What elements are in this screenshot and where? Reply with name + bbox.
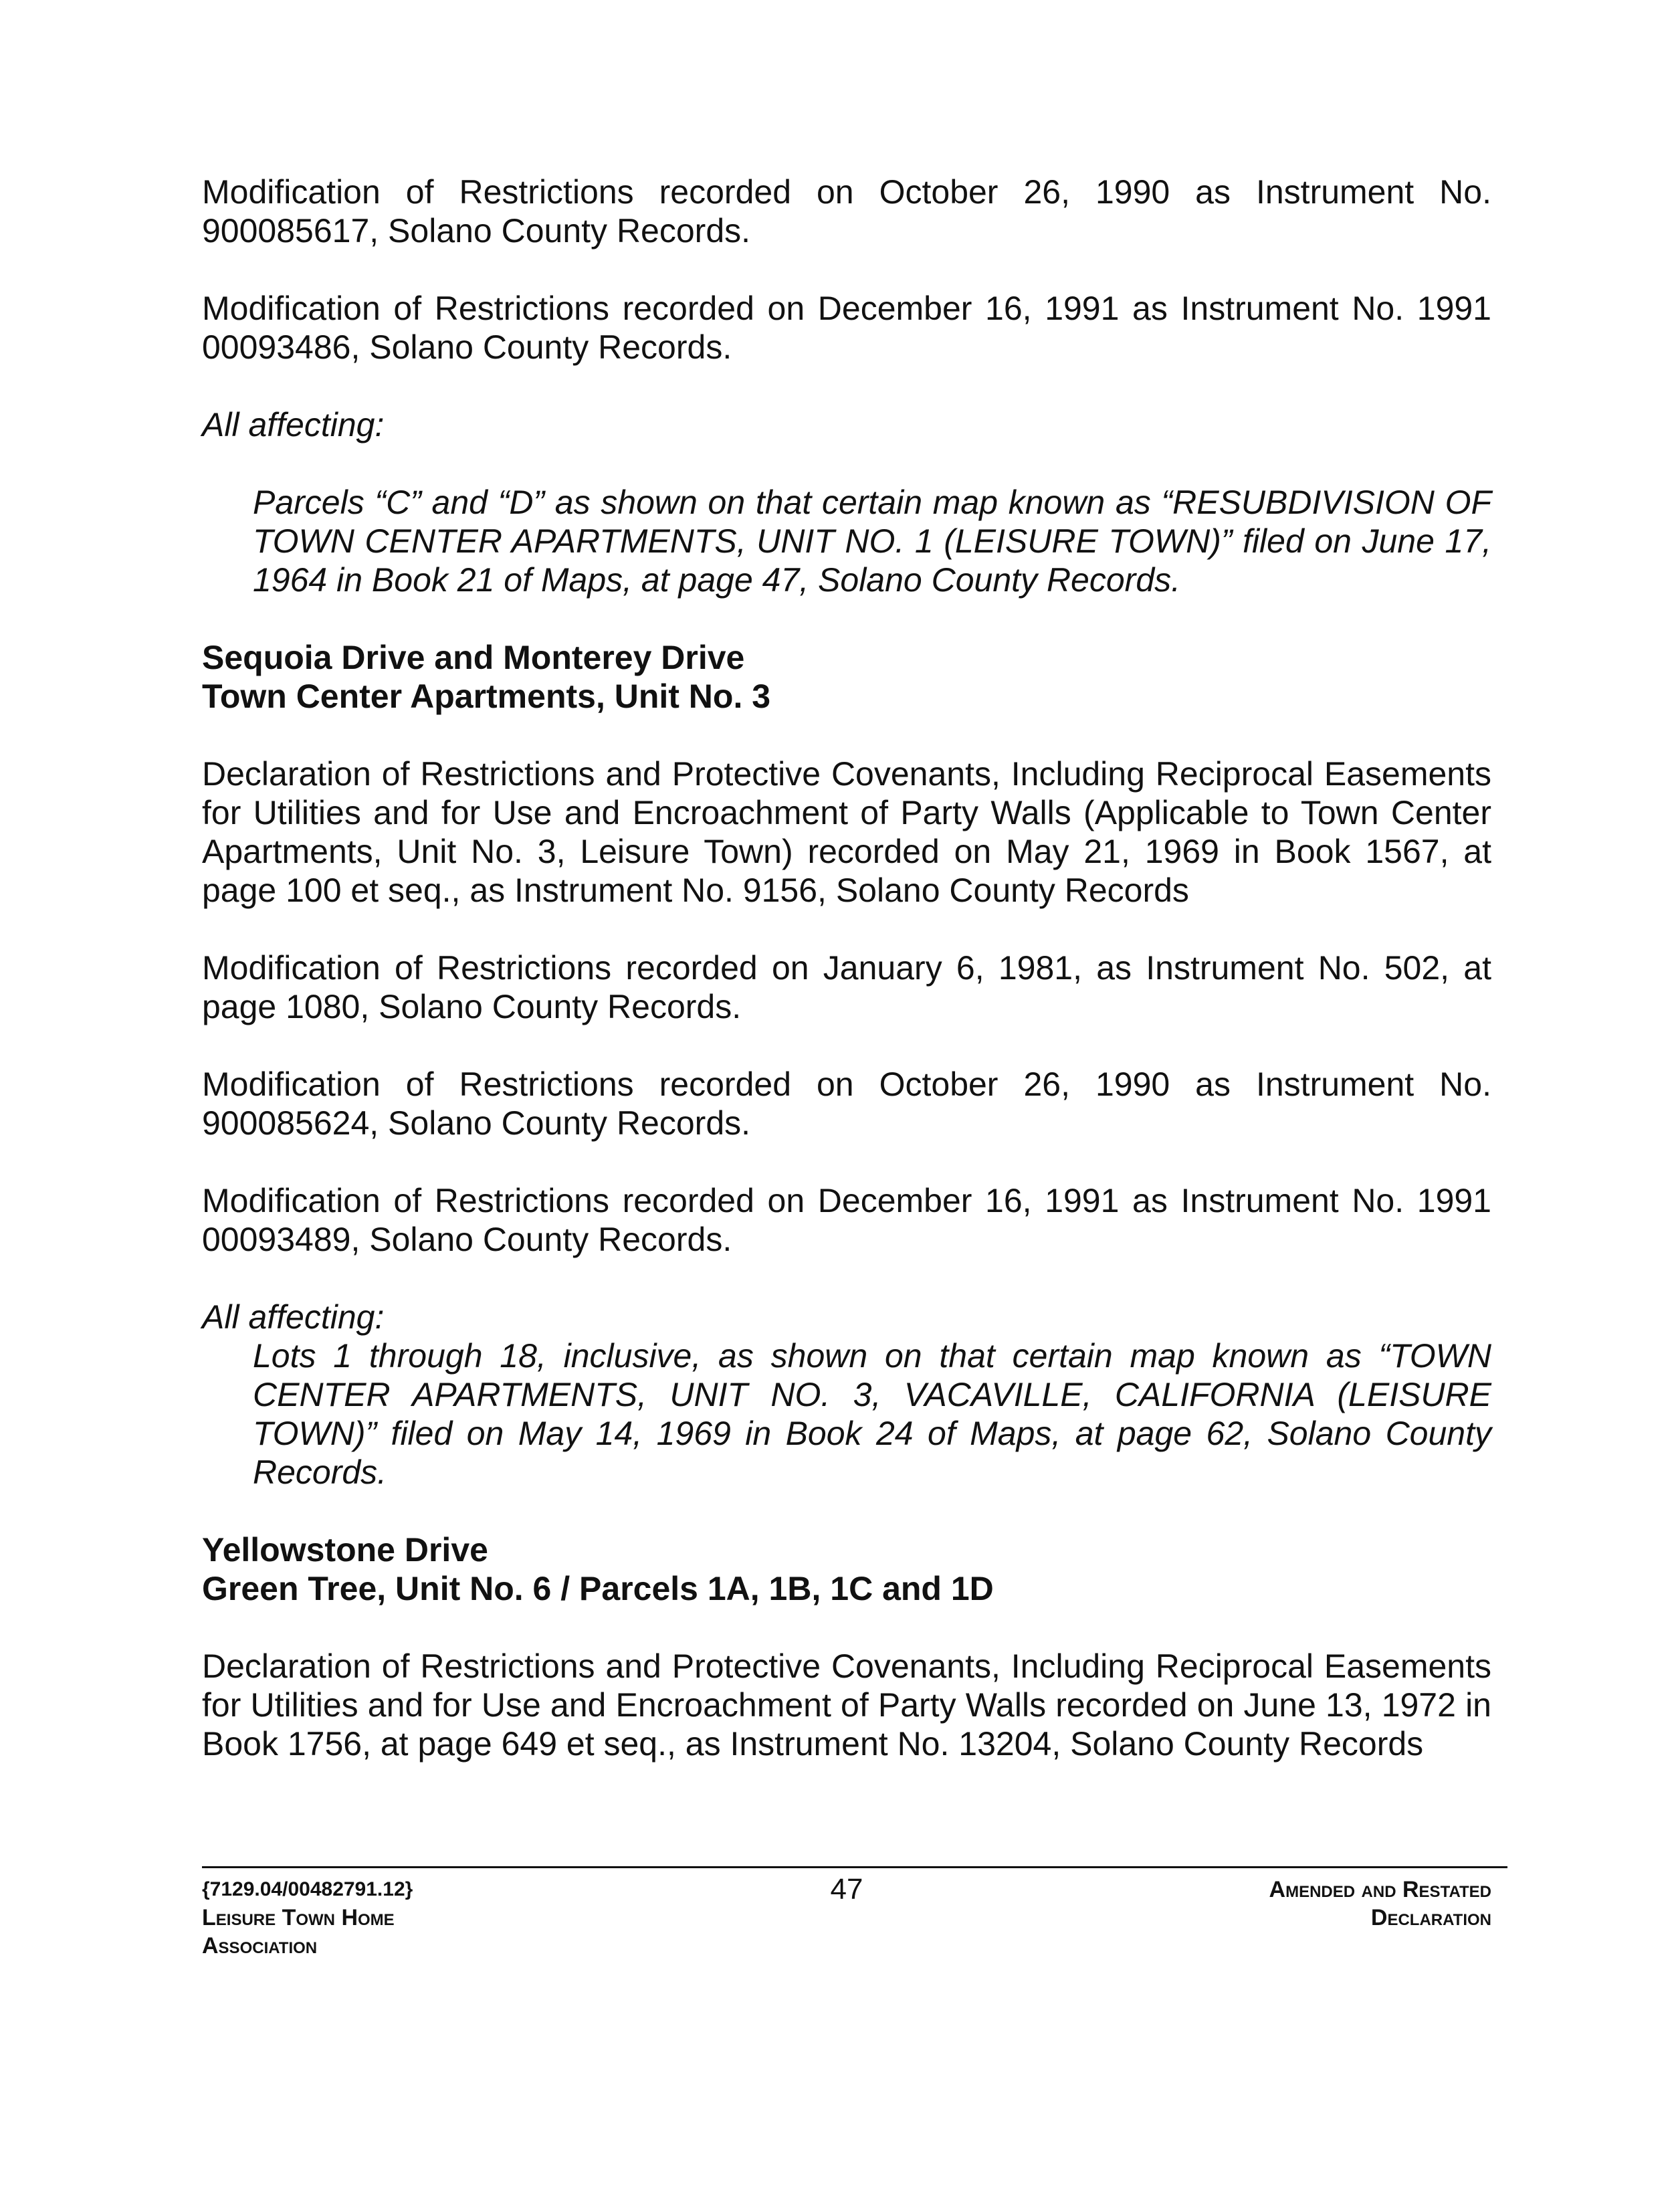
footer-right-block xyxy=(1269,1876,1491,1932)
affected-lots-paragraph: Lots 1 through 18, inclusive, as shown on that certain map known as “TOWN CENTER APARTMENTS, UNIT NO. 3, VACAVILLE, CALIFORNIA (LEISURE TOWN)” filed on May 14, 1969 in Book 24 of Maps, at page 62, Solano County Records. xyxy=(253,1337,1491,1491)
association-name-line2: Association xyxy=(202,1933,318,1959)
paragraph-modification-1990: Modification of Restrictions recorded on October 26, 1990 as Instrument No. 900085617, Solano County Records. xyxy=(202,173,1491,249)
paragraph-modification-1991: Modification of Restrictions recorded on December 16, 1991 as Instrument No. 1991 00093486, Solano County Records. xyxy=(202,290,1491,366)
paragraph-modification-1981: Modification of Restrictions recorded on January 6, 1981, as Instrument No. 502, at page 1080, Solano County Records. xyxy=(202,949,1491,1025)
section-heading-line2: Town Center Apartments, Unit No. 3 xyxy=(202,678,771,715)
paragraph-modification-1991-b: Modification of Restrictions recorded on December 16, 1991 as Instrument No. 1991 00093489, Solano County Records. xyxy=(202,1182,1491,1258)
section-heading-line1: Yellowstone Drive xyxy=(202,1531,488,1569)
page-number: 47 xyxy=(830,1873,863,1906)
association-name-line1: Leisure Town Home xyxy=(202,1905,395,1930)
paragraph-modification-1990-b: Modification of Restrictions recorded on October 26, 1990 as Instrument No. 900085624, Solano County Records. xyxy=(202,1066,1491,1142)
section-heading-line1: Sequoia Drive and Monterey Drive xyxy=(202,639,745,676)
document-title-line1: Amended and Restated xyxy=(1269,1877,1491,1902)
footer-left-block xyxy=(202,1876,413,1960)
section-heading-sequoia xyxy=(202,638,1491,716)
document-number: {7129.04/00482791.12} xyxy=(202,1878,413,1900)
paragraph-declaration-1969: Declaration of Restrictions and Protective Covenants, Including Reciprocal Easements for Utilities and for Use and Encroachment of Party Walls (Applicable to Town Center Apartments, Unit No. 3, Leisure Town) recorded on May 21, 1969 in Book 1567, at page 100 et seq., as Instrument No. 9156, Solano County Records xyxy=(202,755,1491,909)
all-affecting-label: All affecting: xyxy=(202,406,385,443)
document-body xyxy=(202,173,1491,1763)
paragraph-declaration-1972: Declaration of Restrictions and Protective Covenants, Including Reciprocal Easements for Utilities and for Use and Encroachment of Party Walls recorded on June 13, 1972 in Book 1756, at page 649 et seq., as Instrument No. 13204, Solano County Records xyxy=(202,1647,1491,1763)
affected-parcels-paragraph: Parcels “C” and “D” as shown on that certain map known as “RESUBDIVISION OF TOWN CENTER APARTMENTS, UNIT NO. 1 (LEISURE TOWN)” filed on June 17, 1964 in Book 21 of Maps, at page 47, Solano County Records. xyxy=(253,484,1491,599)
section-heading-line2: Green Tree, Unit No. 6 / Parcels 1A, 1B, 1C and 1D xyxy=(202,1570,994,1607)
section-heading-yellowstone xyxy=(202,1530,1491,1608)
all-affecting-label-2: All affecting: xyxy=(202,1298,385,1336)
document-title-line2: Declaration xyxy=(1370,1905,1491,1930)
footer-divider xyxy=(202,1866,1507,1868)
